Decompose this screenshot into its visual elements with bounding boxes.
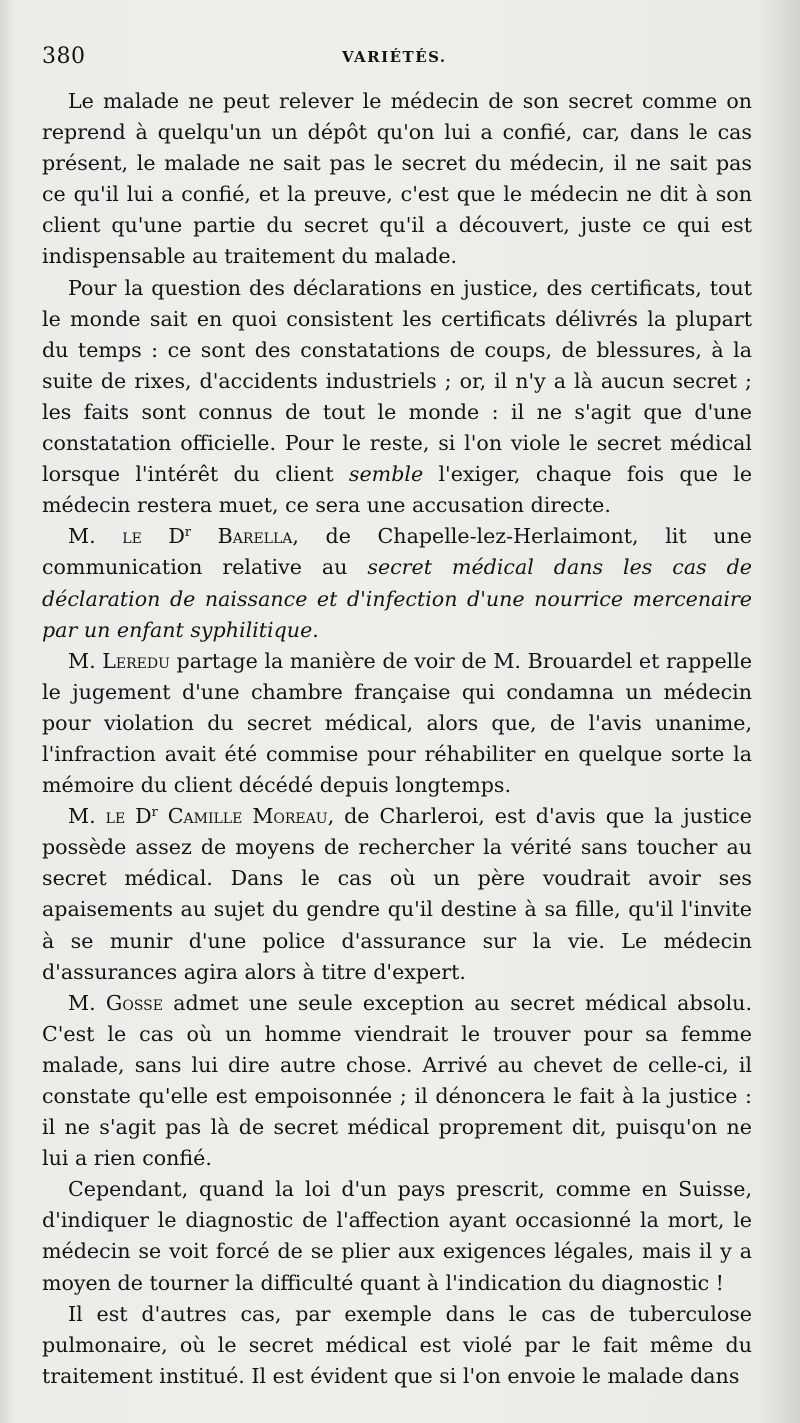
paragraph-3-text-b: .: [312, 617, 319, 642]
paragraph-6-text: admet une seule exception au secret médical absolu. C'est le cas où un homme viendrait le trouver pour sa femme malade, sans lui dire autre chose. Arrivé au chevet de celle-ci, il constate qu'elle est empoisonnée ; il dénoncera le fait à la justice : il ne s'agit pas là de secret médical proprement dit, puisqu'on ne lui a rien confié.: [42, 990, 752, 1171]
page-header: [42, 44, 754, 74]
paragraph-2-text-a: Pour la question des déclarations en justice, des certificats, tout le monde sait en quoi consistent les certificats délivrés la plupart du temps : ce sont des constatations de coups, de blessures, à la suite de rixes, d'accidents industriels ; or, il n'y a là aucun secret ; les faits sont connus de tout le monde : il ne s'agit que d'une constatation officielle. Pour le reste, si l'on viole le secret médical lorsque l'intérêt du client: [42, 275, 752, 487]
speaker-title: le D: [105, 804, 152, 829]
running-head: VARIÉTÉS.: [342, 48, 447, 66]
paragraph-4-text: partage la manière de voir de M. Brouardel et rappelle le jugement d'une chambre française qui condamna un médecin pour violation du secret médical, alors que, de l'avis unanime, l'infraction avait été commise pour réhabiliter en quelque sorte la mémoire du client décédé depuis longtemps.: [42, 648, 753, 798]
paragraph-5-text: , de Charleroi, est d'avis que la justice possède assez de moyens de rechercher la vérité sans toucher au secret médical. Dans le cas où un père voudrait avoir ses apaisements au sujet du gendre qu'il destine à sa fille, qu'il l'invite à se munir d'une police d'assurance sur la vie. Le médecin d'assurances agira alors à titre d'expert.: [42, 804, 752, 984]
paragraph-8: Il est d'autres cas, par exemple dans le cas de tuberculose pulmonaire, où le secret médical est violé par le fait même du traitement institué. Il est évident que si l'on envoie le malade dans: [42, 1301, 752, 1388]
paragraph-3-text-a: , de Chapelle-lez-Herlaimont, lit une communication relative au: [42, 524, 752, 580]
paragraph-7: Cependant, quand la loi d'un pays prescrit, comme en Suisse, d'indiquer le diagnostic de l'affection ayant occasionné la mort, le médecin se voit forcé de se plier aux exigences légales, mais il y a moyen de tourner la difficulté quant à l'indication du diagnostic !: [42, 1177, 752, 1295]
paragraph-5: [42, 801, 752, 988]
speaker-title-superscript: r: [184, 525, 192, 541]
paragraph-6: [42, 988, 752, 1175]
speaker-name: Camille Moreau: [157, 804, 328, 829]
speaker-name: Leredu: [102, 648, 170, 673]
body-text: [42, 86, 752, 1392]
speaker-prefix: M.: [68, 990, 106, 1015]
page-number: 380: [42, 44, 86, 69]
speaker-prefix: M.: [68, 524, 123, 549]
speaker-title-superscript: r: [151, 805, 158, 821]
paragraph-1: Le malade ne peut relever le médecin de son secret comme on reprend à quelqu'un un dépôt qu'on lui a confié, car, dans le cas présent, le malade ne sait pas le secret du médecin, il ne sait pas ce qu'il lui a confié, et la preuve, c'est que le médecin ne dit à son client qu'une partie du secret qu'il a découvert, juste ce qui est indispensable au traitement du malade.: [42, 89, 752, 269]
paragraph-4: [42, 646, 752, 801]
speaker-prefix: M.: [68, 804, 106, 829]
speaker-title: le D: [122, 524, 185, 549]
paragraph-3: [42, 521, 752, 645]
speaker-name: Gosse: [105, 990, 163, 1015]
communication-title: secret médical dans les cas de déclaration de naissance et d'infection d'une nourrice mercenaire par un enfant syphilitique: [42, 555, 752, 642]
paragraph-2-emphasis: semble: [348, 462, 424, 487]
speaker-name: Barella: [191, 524, 293, 549]
speaker-prefix: M.: [68, 648, 103, 673]
paragraph-2-text-b: l'exiger, chaque fois que le médecin restera muet, ce sera une accusation directe.: [42, 462, 753, 518]
paragraph-2: [42, 273, 752, 522]
